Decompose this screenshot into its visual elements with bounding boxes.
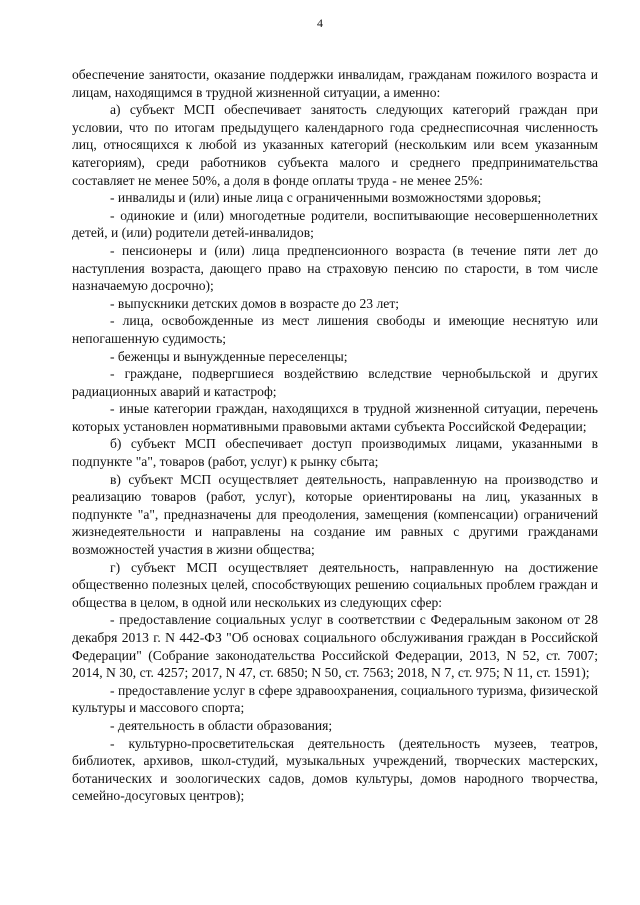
paragraph-subpoint-g: г) субъект МСП осуществляет деятельность, направленную на достижение общественно полезных целей, способствующих решению социальных проблем граждан и общества в целом, в одной или нескольких из следующих сфер: (72, 559, 598, 610)
list-item: - лица, освобожденные из мест лишения свободы и имеющие неснятую или непогашенную судимость; (72, 313, 598, 346)
list-item: - иные категории граждан, находящихся в трудной жизненной ситуации, перечень которых установлен нормативными правовыми актами субъекта Российской Федерации; (72, 401, 598, 434)
list-item: - инвалиды и (или) иные лица с ограниченными возможностями здоровья; (110, 190, 542, 206)
paragraph-subpoint-v: в) субъект МСП осуществляет деятельность, направленную на производство и реализацию товаров (работ, услуг), которые ориентированы на лиц, указанных в подпункте "а", предназначены для преодоления, замещения (компенсации) ограничений жизнедеятельности и направлены на создание им равных с другими гражданами возможностей участия в жизни общества; (72, 471, 598, 558)
list-item: - предоставление социальных услуг в соответствии с Федеральным законом от 28 декабря 2013 г. N 442-ФЗ "Об основах социального обслуживания граждан в Российской Федерации" (Собрание законодательства Российской Федерации, 2013, N 52, ст. 7007; 2014, N 30, ст. 4257; 2017, N 47, ст. 6850; N 50, ст. 7563; 2018, N 7, ст. 975; N 11, ст. 1591); (72, 612, 598, 681)
list-item: - беженцы и вынужденные переселенцы; (110, 348, 348, 364)
list-item: - граждане, подвергшиеся воздействию вследствие чернобыльской и других радиационных аварий и катастроф; (72, 366, 598, 399)
document-body (72, 66, 598, 805)
paragraph: обеспечение занятости, оказание поддержки инвалидам, гражданам пожилого возраста и лицам, находящимся в трудной жизненной ситуации, а именно: (72, 67, 598, 100)
page-number: 4 (317, 16, 323, 30)
list-item: - предоставление услуг в сфере здравоохранения, социального туризма, физической культуры и массового спорта; (72, 682, 598, 716)
paragraph-subpoint-a: а) субъект МСП обеспечивает занятость следующих категорий граждан при условии, что по итогам предыдущего календарного года среднесписочная численность лиц, относящихся к любой из указанных категорий (нескольким или всем указанным категориям), среди работников субъекта малого и среднего предпринимательства составляет не менее 50%, а доля в фонде оплаты труда - не менее 25%: (72, 102, 598, 188)
list-item: - выпускники детских домов в возрасте до 23 лет; (110, 295, 400, 311)
list-item: - деятельность в области образования; (110, 717, 333, 733)
list-item: - одинокие и (или) многодетные родители, воспитывающие несовершеннолетних детей, и (или) родители детей-инвалидов; (72, 207, 598, 241)
paragraph-subpoint-b: б) субъект МСП обеспечивает доступ производимых лицами, указанными в подпункте "а", товаров (работ, услуг) к рынку сбыта; (72, 436, 598, 470)
list-item: - культурно-просветительская деятельность (деятельность музеев, театров, библиотек, архивов, школ-студий, музыкальных учреждений, творческих мастерских, ботанических и зоологических садов, домов культуры, домов народного творчества, семейно-досуговых центров); (72, 735, 598, 804)
list-item: - пенсионеры и (или) лица предпенсионного возраста (в течение пяти лет до наступления возраста, дающего право на страховую пенсию по старости, в том числе назначаемую досрочно); (72, 242, 598, 294)
